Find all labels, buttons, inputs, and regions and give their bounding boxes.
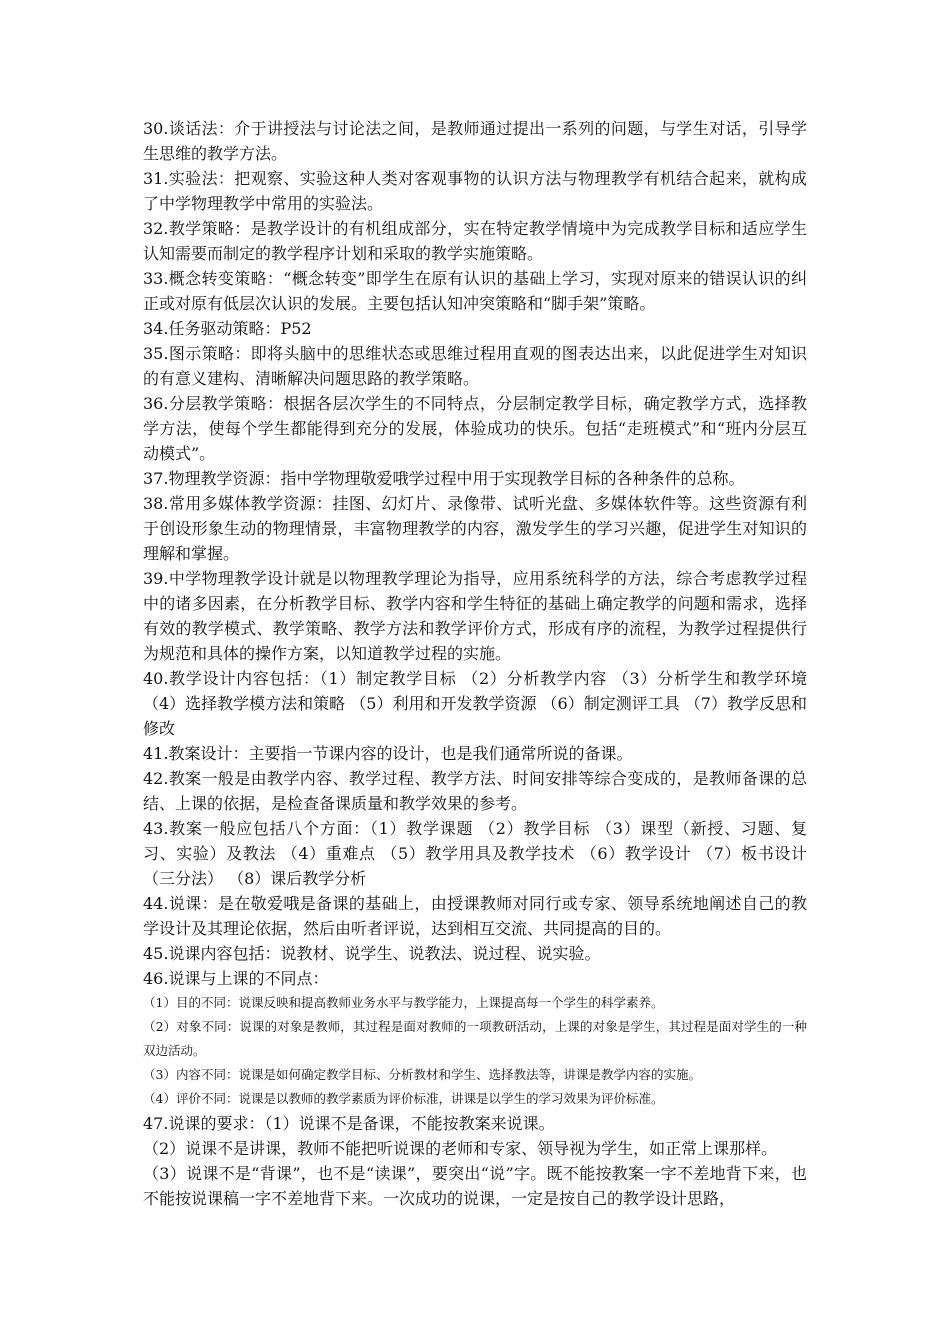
paragraph-47-item-2: （2）说课不是讲课，教师不能把听说课的老师和专家、领导视为学生，如正常上课那样。 [143,1139,778,1158]
paragraph-35: 35.图示策略：即将头脑中的思维状态或思维过程用直观的图表达出来，以此促进学生对知识的有意义建构、清晰解决问题思路的教学策略。 [143,344,807,388]
paragraph-42: 42.教案一般是由教学内容、教学过程、教学方法、时间安排等综合变成的，是教师备课的总结、上课的依据，是检查备课质量和教学效果的参考。 [143,769,807,813]
paragraph-33: 33.概念转变策略：“概念转变”即学生在原有认识的基础上学习，实现对原来的错误认识的纠正或对原有低层次认识的发展。主要包括认知冲突策略和“脚手架”策略。 [143,269,807,313]
paragraph-46-item-3: （3）内容不同：说课是如何确定教学目标、分析教材和学生、选择教法等，讲课是教学内容的实施。 [143,1067,701,1082]
paragraph-45: 45.说课内容包括：说教材、说学生、说教法、说过程、说实验。 [143,944,601,963]
paragraph-47-item-3: （3）说课不是“背课”，也不是“读课”，要突出“说”字。既不能按教案一字不差地背下来，也不能按说课稿一字不差地背下来。一次成功的说课，一定是按自己的教学设计思路， [143,1164,807,1208]
paragraph-30: 30.谈话法：介于讲授法与讨论法之间，是教师通过提出一系列的问题，与学生对话，引导学生思维的教学方法。 [143,119,807,163]
paragraph-37: 37.物理教学资源：指中学物理敬爱哦学过程中用于实现教学目标的各种条件的总称。 [143,469,745,488]
paragraph-46-item-4: （4）评价不同：说课是以教师的教学素质为评价标准，讲课是以学生的学习效果为评价标准。 [143,1091,664,1106]
paragraph-46: 46.说课与上课的不同点： [143,969,329,988]
paragraph-39: 39.中学物理教学设计就是以物理教学理论为指导，应用系统科学的方法，综合考虑教学过程中的诸多因素，在分析教学目标、教学内容和学生特征的基础上确定教学的问题和需求，选择有效的教学模式、教学策略、教学方法和教学评价方式，形成有序的流程，为教学过程提供行为规范和具体的操作方案，以知道教学过程的实施。 [143,569,807,663]
paragraph-40: 40.教学设计内容包括：（1）制定教学目标 （2）分析教学内容 （3）分析学生和教学环境 （4）选择教学模方法和策略 （5）利用和开发教学资源 （6）制定测评工具 （7）教学反思和修改 [143,669,813,738]
paragraph-32: 32.教学策略：是教学设计的有机组成部分，实在特定教学情境中为完成教学目标和适应学生认知需要而制定的教学程序计划和采取的教学实施策略。 [143,219,807,263]
paragraph-46-item-2: （2）对象不同：说课的对象是教师，其过程是面对教师的一项教研活动，上课的对象是学生，其过程是面对学生的一种双边活动。 [143,1019,807,1058]
document-page [143,116,813,1211]
paragraph-43: 43.教案一般应包括八个方面：（1）教学课题 （2）教学目标 （3）课型（新授、习题、复习、实验）及教法 （4）重难点 （5）教学用具及教学技术 （6）教学设计 （7）板书设计（三分法） （8）课后教学分析 [143,819,807,888]
paragraph-44: 44.说课：是在敬爱哦是备课的基础上，由授课教师对同行或专家、领导系统地阐述自己的教学设计及其理论依据，然后由听者评说，达到相互交流、共同提高的目的。 [143,894,807,938]
paragraph-31: 31.实验法：把观察、实验这种人类对客观事物的认识方法与物理教学有机结合起来，就构成了中学物理教学中常用的实验法。 [143,169,807,213]
paragraph-36: 36.分层教学策略：根据各层次学生的不同特点，分层制定教学目标，确定教学方式，选择教学方法，使每个学生都能得到充分的发展，体验成功的快乐。包括“走班模式”和“班内分层互动模式”。 [143,394,807,463]
paragraph-41: 41.教案设计：主要指一节课内容的设计，也是我们通常所说的备课。 [143,744,633,763]
paragraph-47: 47.说课的要求：（1）说课不是备课，不能按教案来说课。 [143,1114,555,1133]
paragraph-38: 38.常用多媒体教学资源：挂图、幻灯片、录像带、试听光盘、多媒体软件等。这些资源有利于创设形象生动的物理情景，丰富物理教学的内容，激发学生的学习兴趣，促进学生对知识的理解和掌握。 [143,494,807,563]
paragraph-46-item-1: （1）目的不同：说课反映和提高教师业务水平与教学能力，上课提高每一个学生的科学素养。 [143,995,664,1010]
paragraph-34: 34.任务驱动策略：P52 [143,319,312,338]
